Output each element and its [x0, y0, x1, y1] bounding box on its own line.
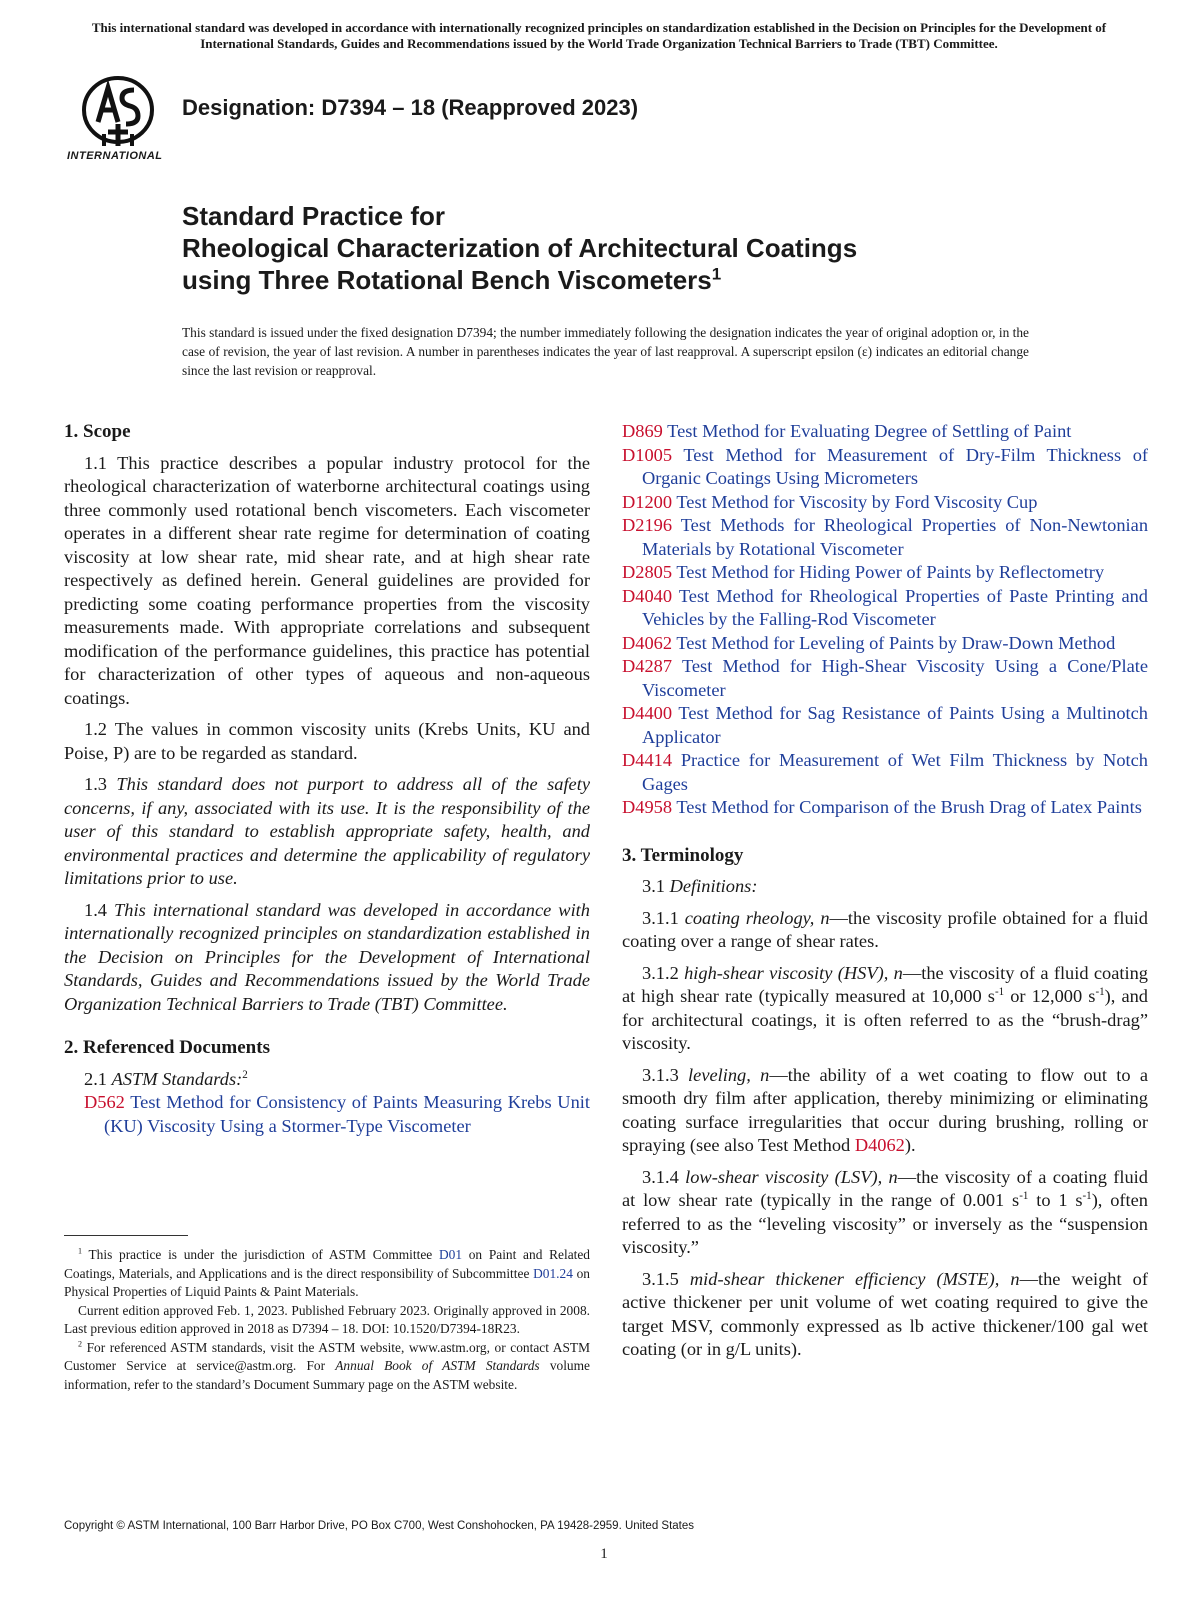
refdocs-heading: 2. Referenced Documents — [64, 1037, 270, 1058]
ref-item[interactable] — [622, 655, 1148, 702]
title-line-3: using Three Rotational Bench Viscometers — [182, 265, 712, 295]
definition-text: or 12,000 s — [1004, 986, 1096, 1006]
definition-term: mid-shear thickener efficiency (MSTE), n — [689, 1268, 1020, 1289]
refdocs-footnote-mark: 2 — [242, 1068, 248, 1081]
definition-text: —the viscosity of a fluid coating at high shear rate (typically measured at 10,000 s — [622, 962, 1148, 1006]
ref-title[interactable]: Test Method for High-Shear Viscosity Using a Cone/Plate Viscometer — [642, 656, 1148, 700]
definition-text: —the viscosity profile obtained for a fluid coating over a range of shear rates. — [622, 907, 1148, 951]
definition-num: 3.1.2 — [642, 962, 679, 983]
ref-code[interactable]: D4287 — [622, 656, 673, 676]
logo-label: INTERNATIONAL — [67, 150, 163, 162]
page-number: 1 — [600, 1546, 608, 1562]
footnote-text: This practice is under the jurisdiction of ASTM Committee — [82, 1247, 439, 1262]
ref-item[interactable] — [622, 420, 1148, 444]
ref-item[interactable] — [64, 1091, 590, 1138]
ref-title[interactable]: Practice for Measurement of Wet Film Thickness by Notch Gages — [642, 750, 1148, 794]
title-footnote-mark: 1 — [711, 264, 722, 284]
terminology-3-1 — [622, 875, 1148, 899]
ref-title[interactable]: Test Method for Sag Resistance of Paints Using a Multinotch Applicator — [642, 703, 1148, 747]
subcommittee-link[interactable]: D01.24 — [533, 1265, 573, 1281]
ref-code[interactable]: D869 — [622, 421, 663, 441]
definition-3-1-5 — [622, 1268, 1148, 1362]
footnote-text: on Physical Properties of Liquid Paints & Paint Materials. — [64, 1265, 590, 1299]
ref-code[interactable]: D2805 — [622, 562, 673, 582]
terminology-3-1-text: Definitions: — [669, 876, 758, 896]
definition-text: ), and for architectural coatings, it is often referred to as the “brush-drag” viscosity. — [622, 986, 1148, 1053]
footnote-text: Annual Book of ASTM Standards — [335, 1358, 540, 1373]
ref-item[interactable] — [622, 749, 1148, 796]
footnote-text: on Paint and Related Coatings, Materials, and Applications and is the direct responsibility of Subcommittee — [64, 1247, 591, 1281]
scope-heading: 1. Scope — [64, 421, 131, 442]
definition-term: high-shear viscosity (HSV), n — [684, 962, 903, 983]
definition-text: —the ability of a wet coating to flow out to a smooth dry film after application, thereby minimizing or eliminating coating surface irregularities that occur during brushing, rolling or spraying (see also Test Method — [622, 1064, 1148, 1155]
scope-1-4-text: This international standard was developed in accordance with internationally recognized principles on standardization established in the Decision on Principles for the Development of International Standards, Guides and Recommendations issued by the World Trade Organization Technical Barriers to Trade (TBT) Committee. — [64, 899, 590, 1014]
definition-text: to 1 s — [1028, 1190, 1083, 1210]
footnote-edition: Current edition approved Feb. 1, 2023. Published February 2023. Originally approved in 2008. Last previous edition approved in 2018 as D7394 – 18. DOI: 10.1520/D7394-18R23. — [64, 1302, 590, 1336]
ref-item[interactable] — [622, 491, 1148, 515]
scope-1-3-num: 1.3 — [84, 774, 107, 794]
ref-code[interactable]: D2196 — [622, 515, 673, 535]
ref-code[interactable]: D4958 — [622, 797, 673, 817]
scope-1-4-num: 1.4 — [84, 899, 107, 920]
document-title — [182, 200, 857, 296]
definition-num: 3.1.5 — [642, 1268, 679, 1289]
ref-item[interactable] — [622, 702, 1148, 749]
ref-title[interactable]: Test Method for Leveling of Paints by Draw-Down Method — [676, 632, 1116, 653]
scope-1-4 — [64, 899, 590, 1017]
title-line-2: Rheological Characterization of Architectural Coatings — [182, 233, 858, 263]
footnotes — [64, 1246, 590, 1394]
definition-num: 3.1.4 — [642, 1166, 679, 1187]
ref-code[interactable]: D562 — [84, 1092, 125, 1112]
definition-num: 3.1.1 — [642, 907, 679, 928]
footnote-1 — [64, 1246, 590, 1302]
ref-item[interactable] — [622, 585, 1148, 632]
top-notice: This international standard was developed in accordance with internationally recognized principles on standardization established in the Decision on Principles for the Development of International Standards, Guides and Recommendations issued by the World Trade Organization Technical Barriers to Trade (TBT) Committee. — [91, 20, 1107, 51]
astm-logo — [64, 72, 170, 164]
definition-num: 3.1.3 — [642, 1064, 679, 1085]
definition-text: —the viscosity of a coating fluid at low shear rate (typically in the range of 0.001 s — [622, 1166, 1148, 1210]
definition-3-1-4 — [622, 1166, 1148, 1260]
ref-title[interactable]: Test Method for Measurement of Dry-Film Thickness of Organic Coatings Using Micrometers — [642, 444, 1149, 488]
issue-note: This standard is issued under the fixed designation D7394; the number immediately following the designation indicates the year of original adoption or, in the case of revision, the year of last revision. A number in parentheses indicates the year of last reapproval. A superscript epsilon (ε) indicates an editorial change since the last revision or reapproval. — [182, 325, 1029, 378]
designation: Designation: D7394 – 18 (Reapproved 2023) — [182, 95, 639, 120]
ref-title[interactable]: Test Method for Comparison of the Brush Drag of Latex Paints — [676, 797, 1142, 817]
refdocs-2-1-text: ASTM Standards: — [111, 1068, 243, 1089]
definition-term: low-shear viscosity (LSV), n — [685, 1166, 898, 1187]
definition-text: —the weight of active thickener per unit volume of wet coating required to give the target MSV, commonly expressed as lb active thickener/100 gal wet coating (or in g/L units). — [622, 1268, 1148, 1359]
definition-term: coating rheology, n — [684, 907, 830, 928]
copyright: Copyright © ASTM International, 100 Barr Harbor Drive, PO Box C700, West Conshohocken, PA 19428-2959. United States — [64, 1520, 695, 1532]
ref-title[interactable]: Test Methods for Rheological Properties of Non-Newtonian Materials by Rotational Viscometer — [642, 515, 1149, 559]
ref-code[interactable]: D1005 — [622, 444, 673, 465]
d4062-link[interactable]: D4062 — [854, 1135, 905, 1155]
scope-1-3-text: This standard does not purport to address all of the safety concerns, if any, associated with its use. It is the responsibility of the user of this standard to establish appropriate safety, health, and environmental practices and determine the applicability of regulatory limitations prior to use. — [64, 774, 590, 888]
definition-3-1-1 — [622, 907, 1148, 954]
ref-item[interactable] — [622, 632, 1148, 656]
title-line-1: Standard Practice for — [182, 201, 445, 231]
unit-exponent: -1 — [1019, 1189, 1029, 1202]
ref-item[interactable] — [622, 444, 1148, 491]
left-column — [64, 420, 590, 1138]
unit-exponent: -1 — [1095, 985, 1105, 998]
refdocs-2-1-num: 2.1 — [84, 1068, 107, 1089]
ref-code[interactable]: D4414 — [622, 750, 673, 770]
footnote-mark: 1 — [78, 1246, 83, 1256]
ref-code[interactable]: D1200 — [622, 491, 673, 512]
right-column — [622, 420, 1148, 1370]
terminology-3-1-num: 3.1 — [642, 876, 665, 896]
unit-exponent: -1 — [1082, 1189, 1092, 1202]
ref-item[interactable] — [622, 561, 1148, 585]
ref-title[interactable]: Test Method for Evaluating Degree of Settling of Paint — [667, 421, 1072, 441]
ref-title[interactable]: Test Method for Viscosity by Ford Viscosity Cup — [676, 491, 1038, 512]
scope-1-1: 1.1 This practice describes a popular industry protocol for the rheological characterization of waterborne architectural coatings using three commonly used rotational bench viscometers. Each viscometer operates in a different shear rate regime for determination of coating viscosity at low shear rate, mid shear rate, and at high shear rate respectively as defined herein. General guidelines are provided for predicting some coating performance properties from the viscosity measurements made. With appropriate correlations and subsequent modification of the performance guidelines, this practice has potential for characterization of other types of aqueous and non-aqueous coatings. — [64, 452, 590, 708]
ref-code[interactable]: D4062 — [622, 632, 673, 653]
definition-text: ). — [904, 1135, 916, 1155]
scope-1-3 — [64, 773, 590, 891]
ref-code[interactable]: D4400 — [622, 703, 673, 723]
ref-code[interactable]: D4040 — [622, 585, 673, 606]
ref-item[interactable] — [622, 514, 1148, 561]
footnote-text: For referenced ASTM standards, visit the ASTM website, www.astm.org, or contact ASTM Customer Service at service@astm.org. For — [64, 1339, 590, 1373]
ref-item[interactable] — [622, 796, 1148, 820]
refdocs-2-1 — [64, 1068, 590, 1092]
footnote-text: volume information, refer to the standard’s Document Summary page on the ASTM website. — [64, 1358, 590, 1392]
unit-exponent: -1 — [994, 985, 1005, 998]
committee-link[interactable]: D01 — [438, 1247, 463, 1262]
ref-title[interactable]: Test Method for Consistency of Paints Measuring Krebs Unit (KU) Viscosity Using a Stormer-Type Viscometer — [104, 1092, 591, 1136]
scope-1-2: 1.2 The values in common viscosity units (Krebs Units, KU and Poise, P) are to be regarded as standard. — [64, 719, 590, 763]
definition-text: ), often referred to as the “leveling viscosity” or inversely as the “suspension viscosity.” — [622, 1190, 1149, 1257]
terminology-heading: 3. Terminology — [622, 844, 744, 866]
definition-3-1-3 — [622, 1064, 1148, 1158]
definition-term: leveling, n — [688, 1064, 770, 1085]
ref-title[interactable]: Test Method for Hiding Power of Paints by Reflectometry — [676, 562, 1105, 582]
footnote-divider — [64, 1235, 188, 1236]
footnote-mark: 2 — [78, 1339, 83, 1349]
definition-3-1-2 — [622, 962, 1148, 1056]
footnote-2 — [64, 1339, 590, 1395]
ref-title[interactable]: Test Method for Rheological Properties of Paste Printing and Vehicles by the Falling-Rod Viscometer — [642, 585, 1148, 629]
